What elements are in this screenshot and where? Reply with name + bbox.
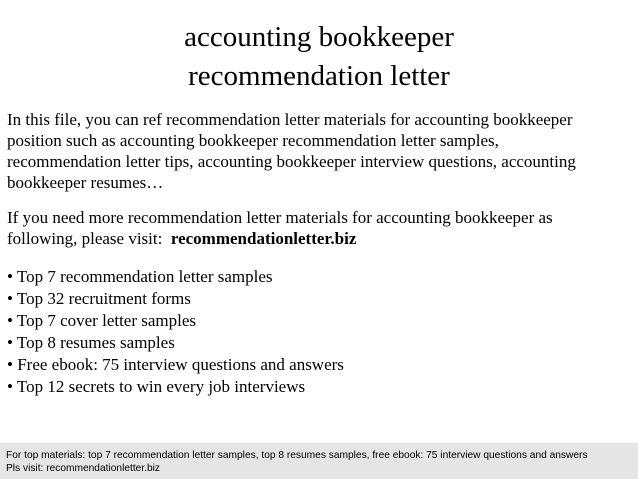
intro-line-1: In this file, you can ref recommendation letter materials for accounting bookkeeper [7, 110, 573, 129]
intro-line-3: recommendation letter tips, accounting bookkeeper interview questions, accounting [7, 152, 576, 171]
list-item: • Top 12 secrets to win every job interviews [7, 377, 306, 396]
website-link[interactable]: recommendationletter.biz [170, 229, 357, 248]
more-line-1: If you need more recommendation letter materials for accounting bookkeeper as [7, 208, 553, 227]
list-item: • Top 7 cover letter samples [7, 311, 197, 330]
list-item: • Top 7 recommendation letter samples [7, 267, 273, 286]
intro-line-2: position such as accounting bookkeeper recommendation letter samples, [7, 131, 499, 150]
more-info-paragraph [7, 207, 632, 249]
more-line-2-prefix: following, please visit: [7, 229, 171, 248]
page-title [0, 20, 638, 93]
title-line-2: recommendation letter [188, 60, 450, 92]
list-item: • Top 8 resumes samples [7, 333, 175, 352]
materials-list [7, 266, 344, 398]
footer-bar [0, 443, 638, 479]
title-line-1: accounting bookkeeper [184, 21, 454, 53]
footer-line-2: Pls visit: recommendationletter.biz [6, 463, 161, 474]
list-item: • Top 32 recruitment forms [7, 289, 191, 308]
more-line-2 [7, 228, 632, 249]
list-item: • Free ebook: 75 interview questions and answers [7, 355, 344, 374]
intro-paragraph [7, 109, 632, 193]
footer-line-1: For top materials: top 7 recommendation letter samples, top 8 resumes samples, free ebook: 75 interview questions and answers [6, 450, 588, 461]
intro-line-4: bookkeeper resumes… [7, 173, 164, 192]
